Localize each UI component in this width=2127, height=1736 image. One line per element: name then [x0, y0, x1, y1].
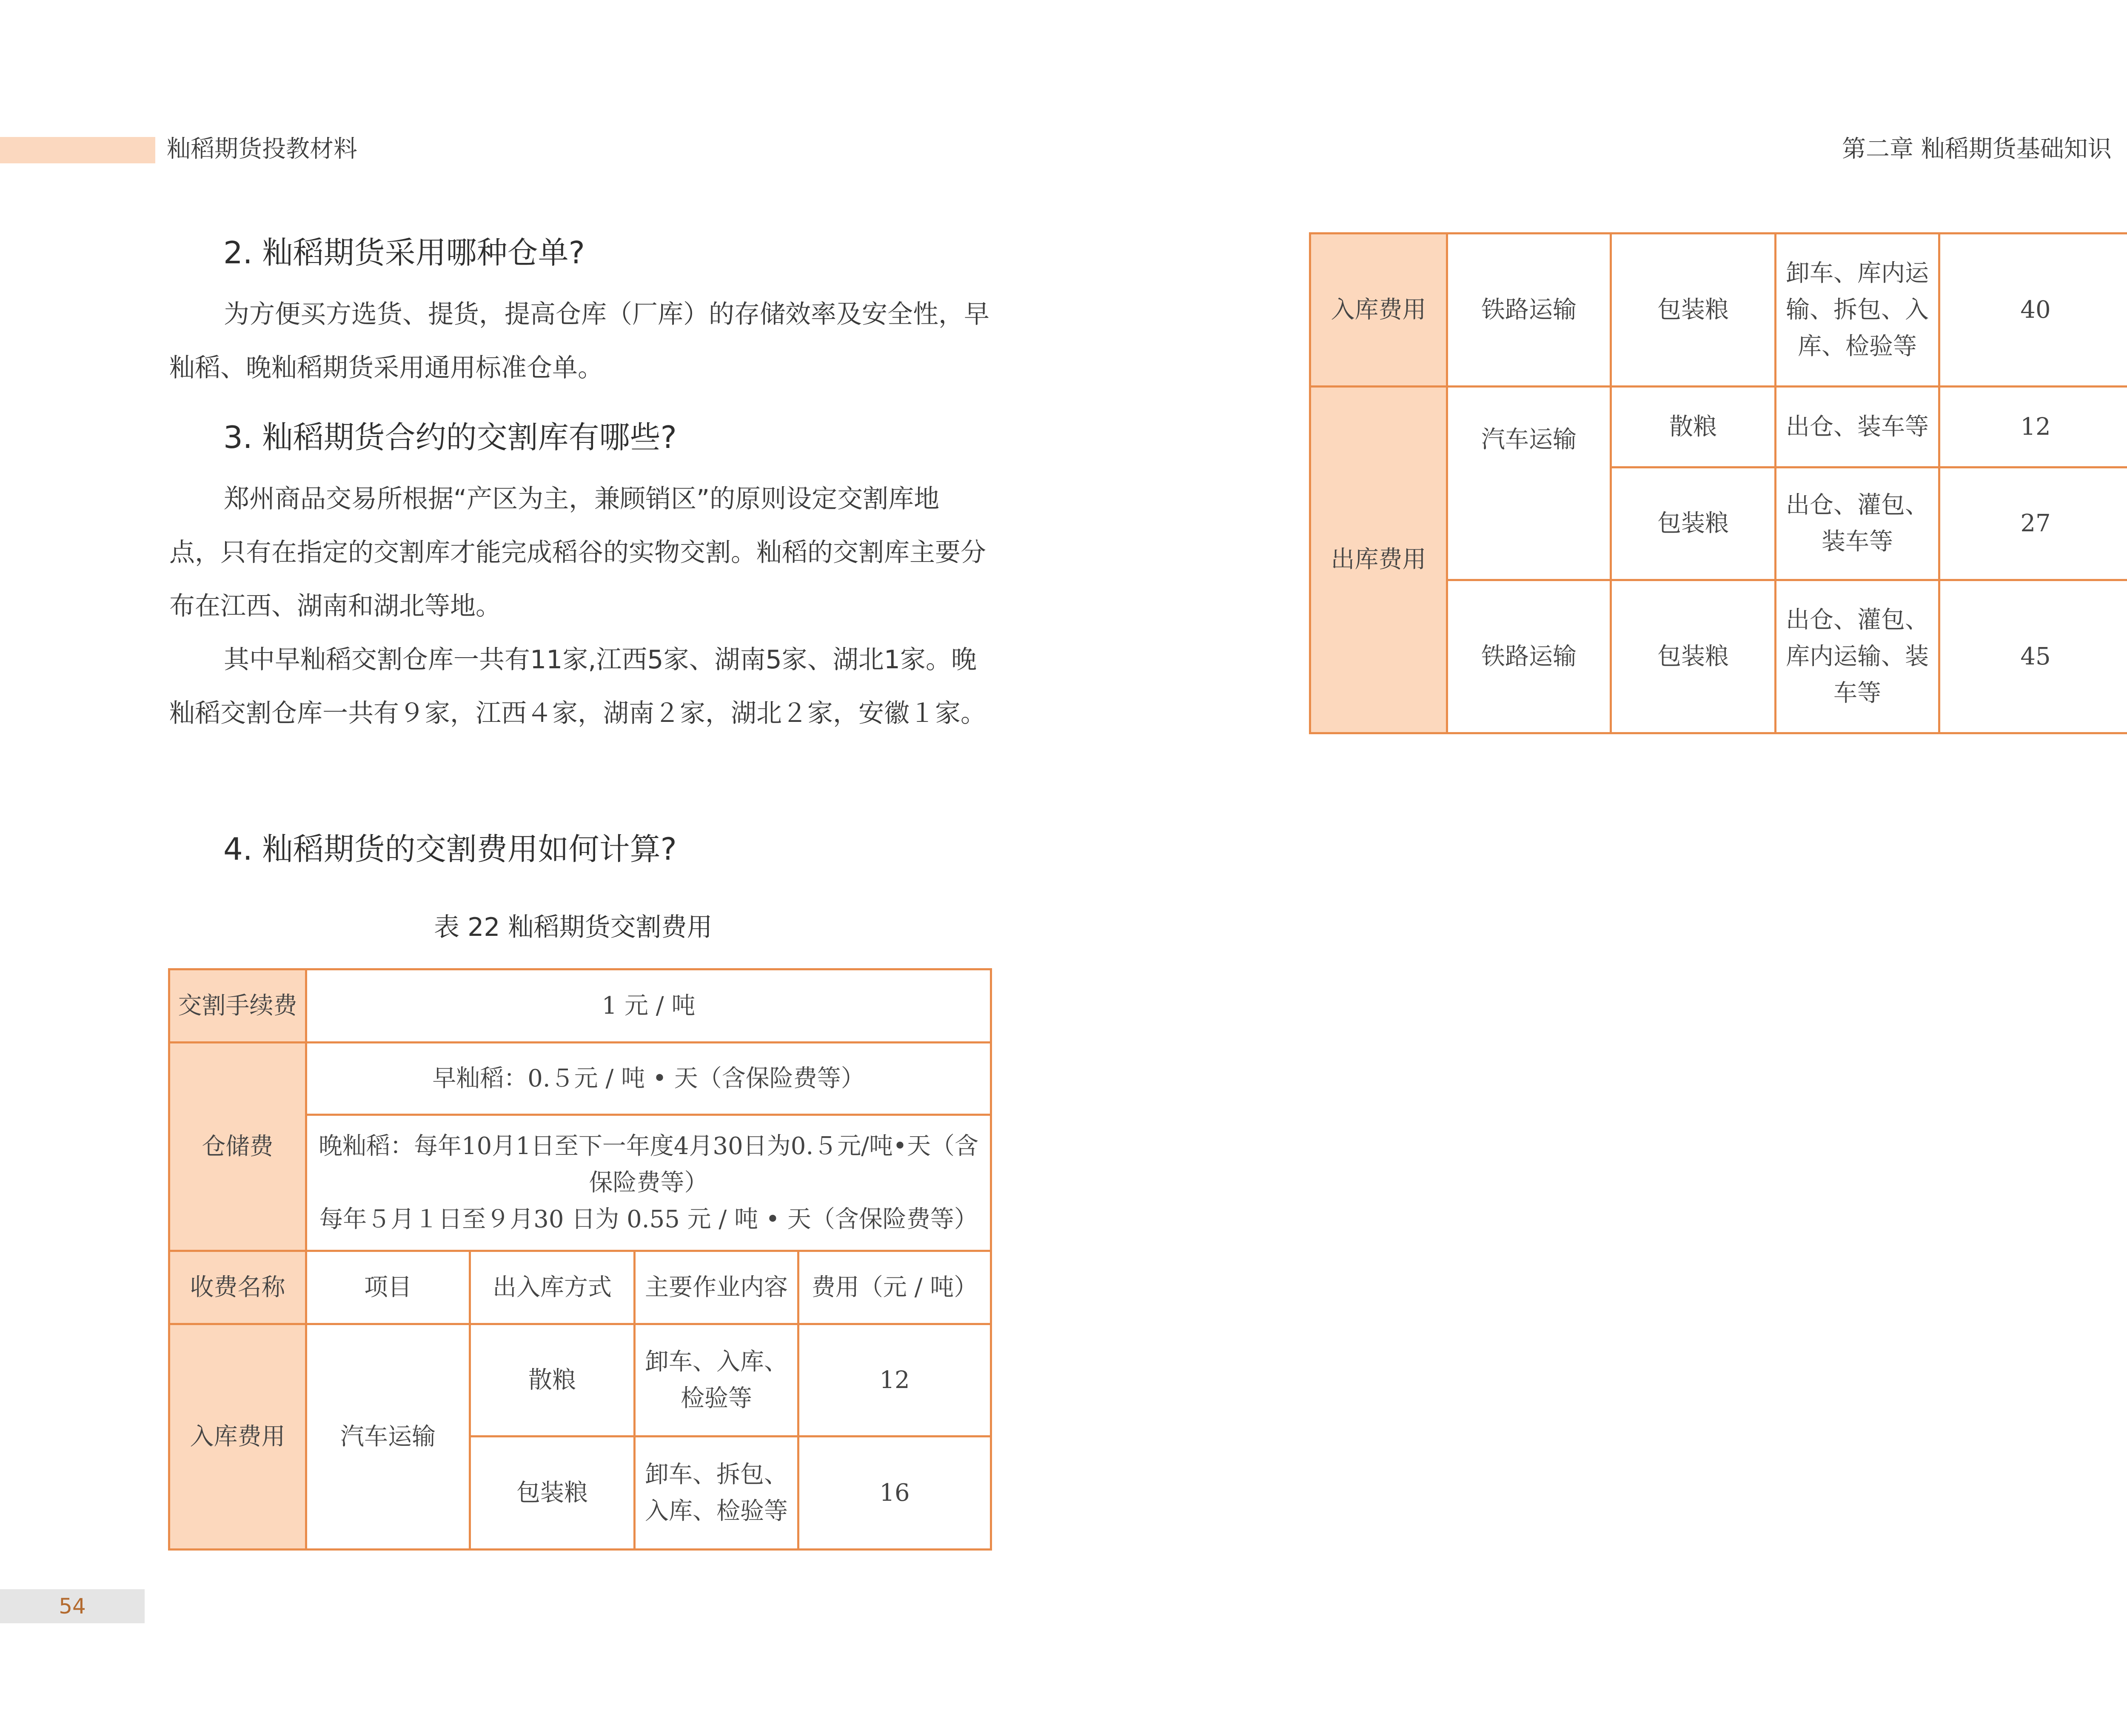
- header-method: 出入库方式: [470, 1251, 635, 1324]
- table-cell-fee: 12: [798, 1324, 991, 1437]
- question-3-body-2: 其中早籼稻交割仓库一共有11家,江西5家、湖南5家、湖北1家。晚籼稻交割仓库一共有９家，江西４家，湖南２家，湖北２家，安徽１家。: [169, 645, 986, 728]
- header-title-right: 第二章 籼稻期货基础知识: [1842, 135, 2112, 163]
- page-number-left: 54: [0, 1589, 145, 1623]
- table-cell-method: 散粮: [1611, 387, 1776, 467]
- storage-fee-label: 仓储费: [169, 1043, 306, 1251]
- header-title-left: 籼稻期货投教材料: [167, 135, 357, 163]
- table-cell-work: 出仓、灌包、库内运输、装车等: [1776, 580, 1939, 733]
- truck-transport-right: 汽车运输: [1447, 387, 1611, 580]
- header-accent-bar-left: [0, 137, 155, 163]
- rail-transport: 铁路运输: [1447, 234, 1611, 387]
- storage-fee-early: 早籼稻：0.５元 / 吨 • 天（含保险费等）: [306, 1043, 991, 1115]
- rail-transport-out: 铁路运输: [1447, 580, 1611, 733]
- table-cell-fee: 12: [1939, 387, 2127, 467]
- table-cell-method: 包装粮: [1611, 234, 1776, 387]
- question-4-title: 4. 籼稻期货的交割费用如何计算?: [223, 831, 677, 867]
- table-cell-fee: 27: [1939, 467, 2127, 580]
- storage-fee-late-line-1: 晚籼稻：每年10月1日至下一年度4月30日为0.５元/吨•天（含保险费等）: [318, 1132, 979, 1197]
- delivery-fee-value: 1 元 / 吨: [306, 969, 991, 1043]
- table-cell-work: 卸车、入库、检验等: [635, 1324, 798, 1437]
- header-fee-name: 收费名称: [169, 1251, 306, 1324]
- question-3-title: 3. 籼稻期货合约的交割库有哪些?: [223, 419, 677, 455]
- table-cell-method: 散粮: [470, 1324, 635, 1437]
- table-cell-work: 出仓、灌包、装车等: [1776, 467, 1939, 580]
- delivery-fee-table-right: [1309, 232, 2127, 734]
- question-2-body: 为方便买方选货、提货，提高仓库（厂库）的存储效率及安全性，早籼稻、晚籼稻期货采用通用标准仓单。: [169, 299, 989, 383]
- table-cell-fee: 40: [1939, 234, 2127, 387]
- question-2-title: 2. 籼稻期货采用哪种仓单?: [223, 235, 585, 271]
- table-cell-work: 卸车、拆包、入库、检验等: [635, 1437, 798, 1550]
- table-caption: 表 22 籼稻期货交割费用: [434, 912, 713, 942]
- table-cell-work: 出仓、装车等: [1776, 387, 1939, 467]
- inbound-fee-label: 入库费用: [169, 1324, 306, 1550]
- table-cell-method: 包装粮: [1611, 467, 1776, 580]
- delivery-fee-table-left: [168, 968, 992, 1551]
- storage-fee-late: [306, 1115, 991, 1251]
- question-3-body-1: 郑州商品交易所根据“产区为主，兼顾销区”的原则设定交割库地点，只有在指定的交割库才能完成稻谷的实物交割。籼稻的交割库主要分布在江西、湖南和湖北等地。: [169, 484, 986, 621]
- table-cell-fee: 45: [1939, 580, 2127, 733]
- header-fee: 费用（元 / 吨）: [798, 1251, 991, 1324]
- header-work: 主要作业内容: [635, 1251, 798, 1324]
- truck-transport: 汽车运输: [306, 1324, 470, 1550]
- inbound-fee-label-right: 入库费用: [1310, 234, 1447, 387]
- table-cell-method: 包装粮: [470, 1437, 635, 1550]
- table-cell-fee: 16: [798, 1437, 991, 1550]
- delivery-fee-label: 交割手续费: [169, 969, 306, 1043]
- outbound-fee-label: 出库费用: [1310, 387, 1447, 733]
- header-item: 项目: [306, 1251, 470, 1324]
- table-cell-work: 卸车、库内运输、拆包、入库、检验等: [1776, 234, 1939, 387]
- table-cell-method: 包装粮: [1611, 580, 1776, 733]
- storage-fee-late-line-2: 每年５月１日至９月30 日为 0.55 元 / 吨 • 天（含保险费等）: [319, 1205, 978, 1233]
